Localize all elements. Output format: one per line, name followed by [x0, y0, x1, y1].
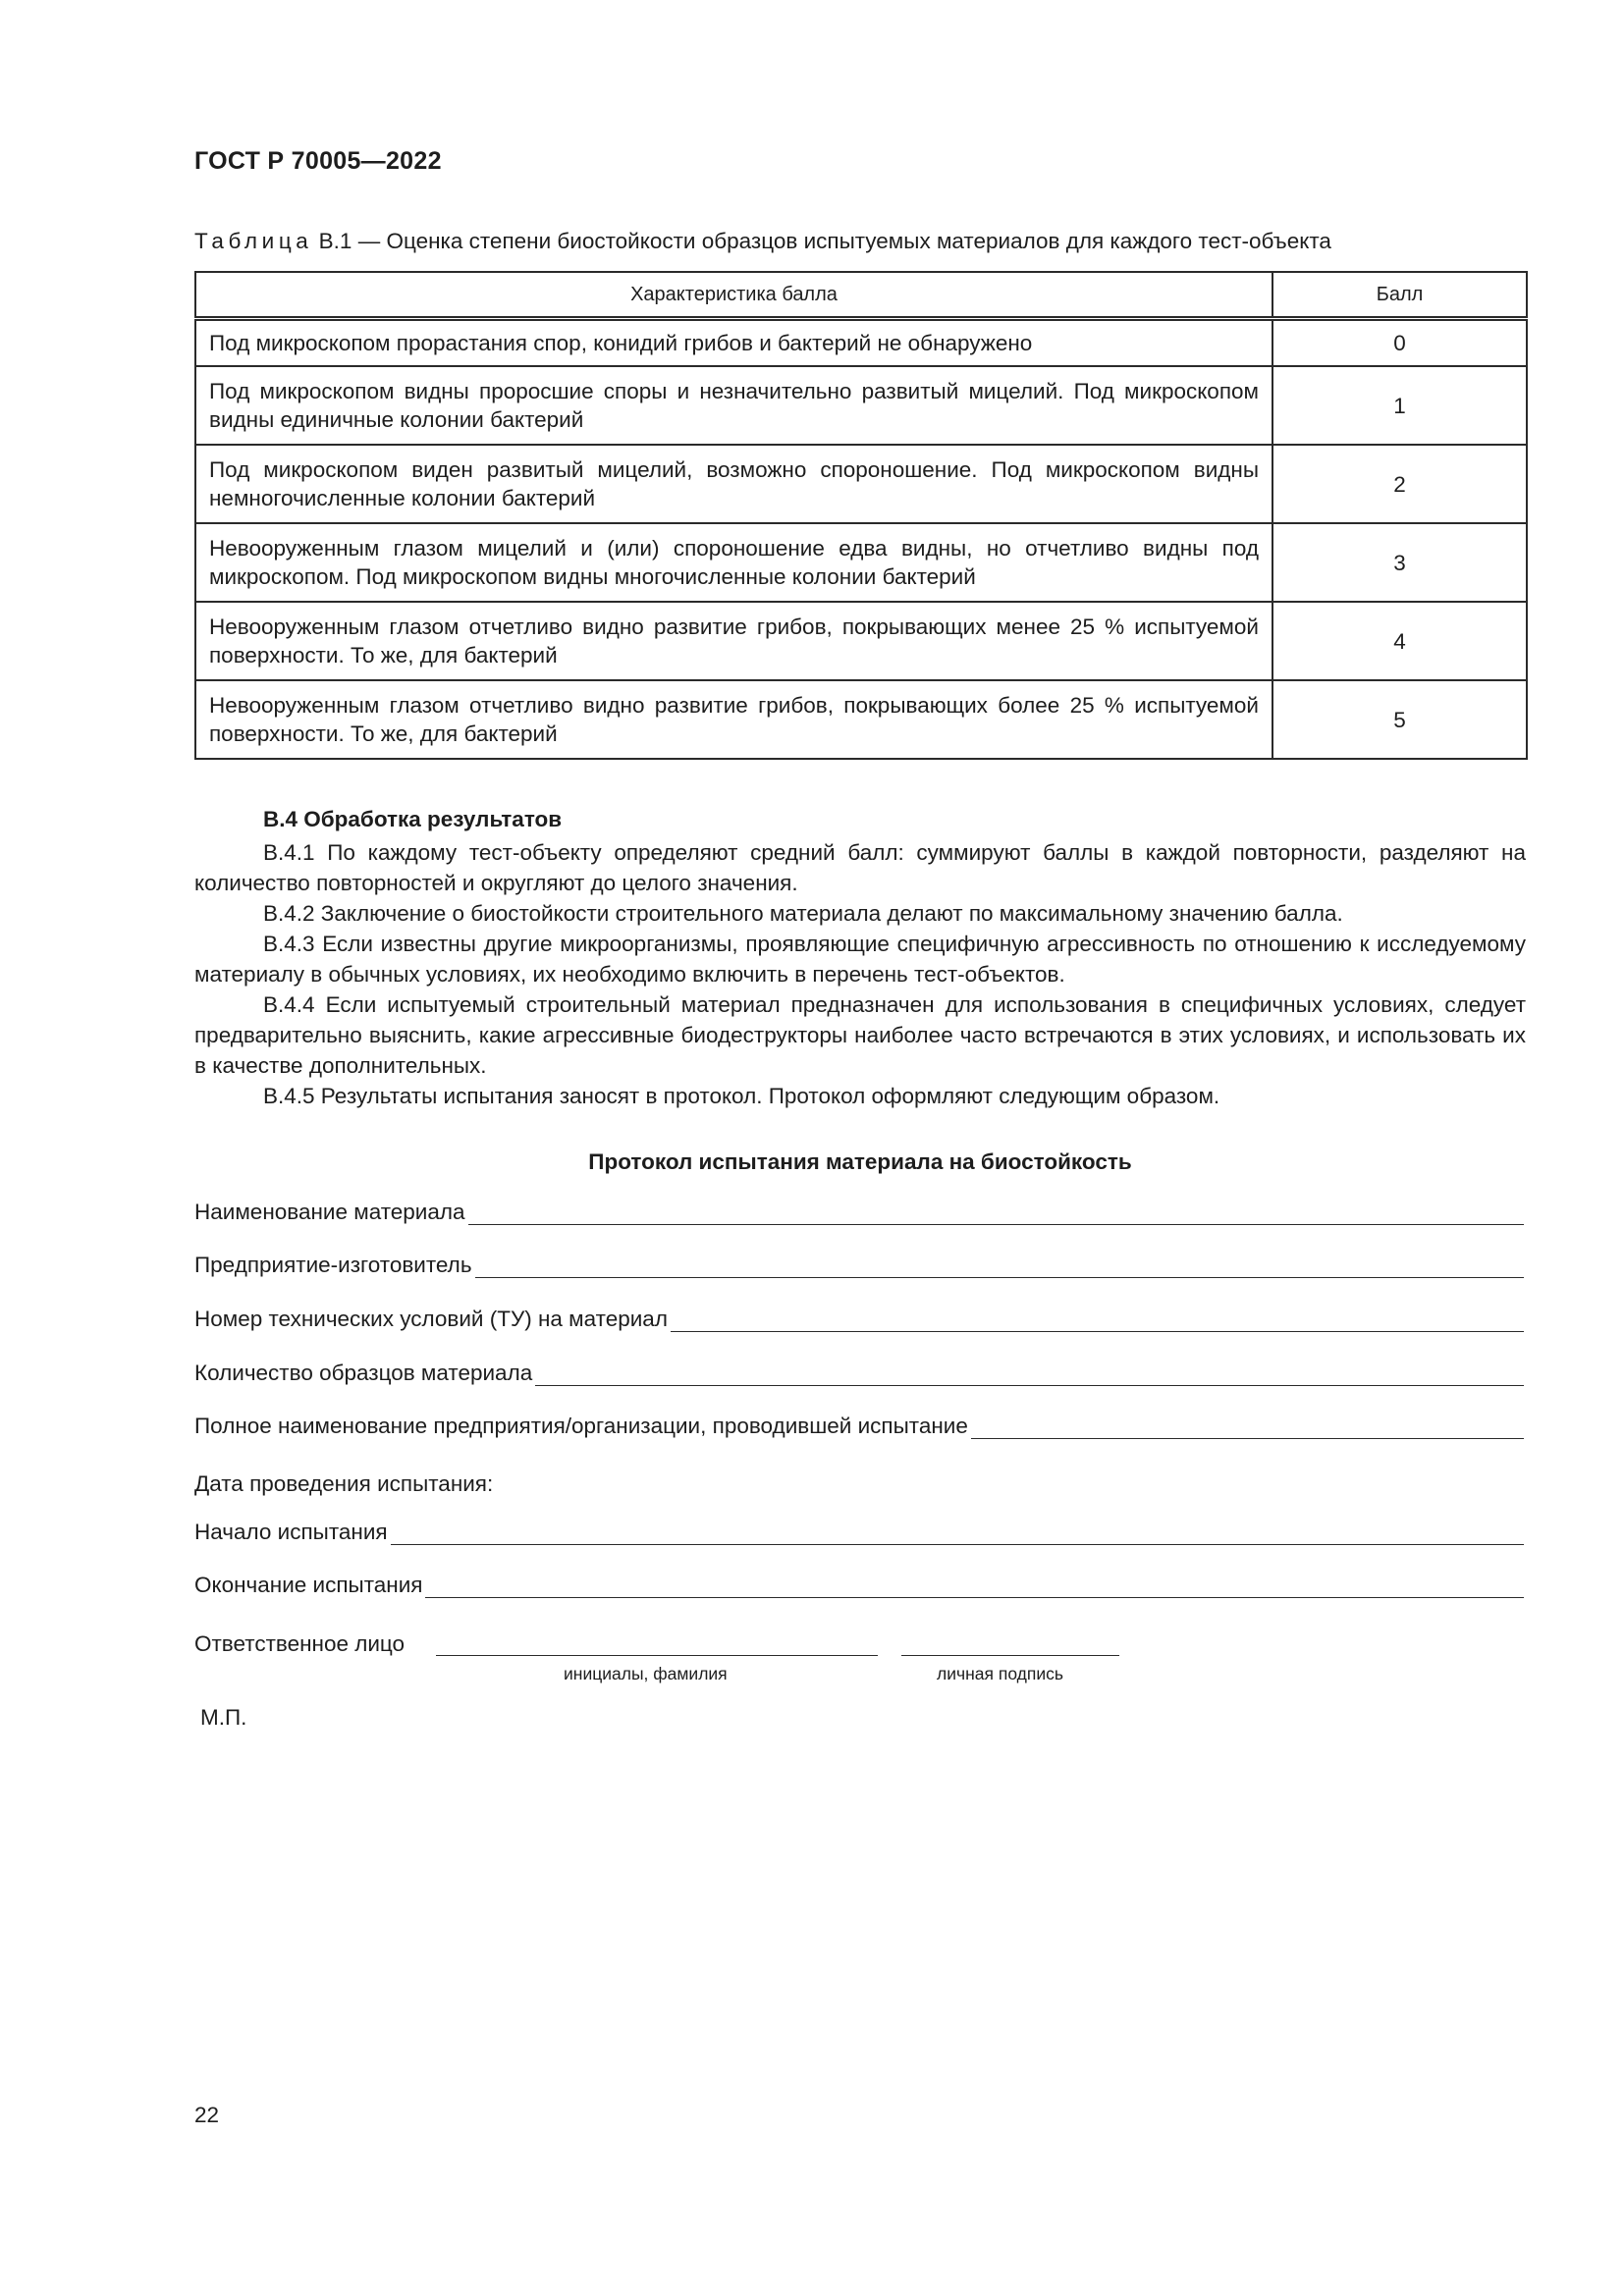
- row-score: 0: [1272, 319, 1527, 367]
- stamp-placeholder: М.П.: [200, 1705, 247, 1730]
- row-description: Невооруженным глазом отчетливо видно развитие грибов, покрывающих менее 25 % испытуемой поверхности. То же, для бактерий: [195, 602, 1272, 680]
- field-test-end: [194, 1569, 1524, 1598]
- caption-initials-surname: инициалы, фамилия: [564, 1664, 728, 1683]
- protocol-title: Протокол испытания материала на биостойкость: [588, 1149, 1132, 1174]
- fill-line[interactable]: [535, 1362, 1524, 1386]
- row-score: 5: [1272, 680, 1527, 759]
- fill-line[interactable]: [475, 1254, 1524, 1278]
- document-code: ГОСТ Р 70005—2022: [194, 147, 442, 175]
- field-tu-number: [194, 1303, 1524, 1332]
- fill-line[interactable]: [425, 1574, 1524, 1598]
- test-date-label: Дата проведения испытания:: [194, 1471, 494, 1496]
- field-label: Начало испытания: [194, 1520, 388, 1544]
- header-score: Балл: [1272, 272, 1527, 319]
- page-number: 22: [194, 2103, 220, 2127]
- field-test-start: [194, 1516, 1524, 1545]
- biostability-table: [194, 271, 1528, 760]
- name-fill-line[interactable]: [436, 1655, 878, 1656]
- table-caption-text: В.1 — Оценка степени биостойкости образцов испытуемых материалов для каждого тест-объекта: [312, 229, 1331, 253]
- paragraph-b-4-2: В.4.2 Заключение о биостойкости строительного материала делают по максимальному значению балла.: [263, 901, 1343, 926]
- table-caption-prefix: Таблица: [194, 229, 313, 253]
- field-label: Полное наименование предприятия/организации, проводившей испытание: [194, 1414, 968, 1438]
- section-title: В.4 Обработка результатов: [263, 807, 563, 831]
- header-characteristic: Характеристика балла: [195, 272, 1272, 319]
- table-row: [195, 445, 1527, 523]
- signature-fill-line[interactable]: [901, 1655, 1119, 1656]
- fill-line[interactable]: [391, 1521, 1524, 1545]
- row-score: 1: [1272, 366, 1527, 445]
- field-label: Предприятие-изготовитель: [194, 1253, 472, 1277]
- table-row: [195, 319, 1527, 367]
- paragraph-b-4-3: В.4.3 Если известны другие микроорганизмы, проявляющие специфичную агрессивность по отношению к исследуемому материалу в обычных условиях, их необходимо включить в перечень тест-объектов.: [194, 932, 1526, 987]
- table-row: [195, 602, 1527, 680]
- row-description: Под микроскопом прорастания спор, конидий грибов и бактерий не обнаружено: [195, 319, 1272, 367]
- fill-line[interactable]: [971, 1415, 1524, 1439]
- row-description: Невооруженным глазом мицелий и (или) спороношение едва видны, но отчетливо видны под микроскопом. Под микроскопом видны многочисленные колонии бактерий: [195, 523, 1272, 602]
- table-row: [195, 366, 1527, 445]
- field-material-name: [194, 1196, 1524, 1225]
- row-score: 2: [1272, 445, 1527, 523]
- caption-signature: личная подпись: [937, 1664, 1063, 1683]
- table-row: [195, 680, 1527, 759]
- paragraph-b-4-5: В.4.5 Результаты испытания заносят в протокол. Протокол оформляют следующим образом.: [263, 1084, 1220, 1108]
- paragraph-b-4-1: В.4.1 По каждому тест-объекту определяют средний балл: суммируют баллы в каждой повторности, разделяют на количество повторностей и округляют до целого значения.: [194, 840, 1526, 895]
- fill-line[interactable]: [671, 1308, 1524, 1332]
- field-label: Количество образцов материала: [194, 1361, 533, 1385]
- row-score: 4: [1272, 602, 1527, 680]
- field-label: Номер технических условий (ТУ) на материал: [194, 1307, 668, 1331]
- row-description: Под микроскопом видны проросшие споры и незначительно развитый мицелий. Под микроскопом видны единичные колонии бактерий: [195, 366, 1272, 445]
- field-label: Окончание испытания: [194, 1573, 423, 1597]
- table-row: [195, 523, 1527, 602]
- field-sample-count: [194, 1357, 1524, 1386]
- field-testing-organization: [194, 1410, 1524, 1439]
- field-label: Наименование материала: [194, 1200, 465, 1224]
- field-responsible-person: [194, 1631, 1176, 1661]
- paragraph-b-4-4: В.4.4 Если испытуемый строительный материал предназначен для использования в специфичных условиях, следует предварительно выяснить, какие агрессивные биодеструкторы наиболее часто встречаются в этих условиях, и использовать их в качестве дополнительных.: [194, 992, 1526, 1078]
- fill-line[interactable]: [468, 1201, 1524, 1225]
- table-caption: [194, 229, 1526, 254]
- section-paragraphs: [194, 837, 1526, 1111]
- field-manufacturer: [194, 1249, 1524, 1278]
- row-description: Невооруженным глазом отчетливо видно развитие грибов, покрывающих более 25 % испытуемой поверхности. То же, для бактерий: [195, 680, 1272, 759]
- field-label: Ответственное лицо: [194, 1631, 406, 1656]
- table-header-row: [195, 272, 1527, 319]
- row-score: 3: [1272, 523, 1527, 602]
- row-description: Под микроскопом виден развитый мицелий, возможно спороношение. Под микроскопом видны немногочисленные колонии бактерий: [195, 445, 1272, 523]
